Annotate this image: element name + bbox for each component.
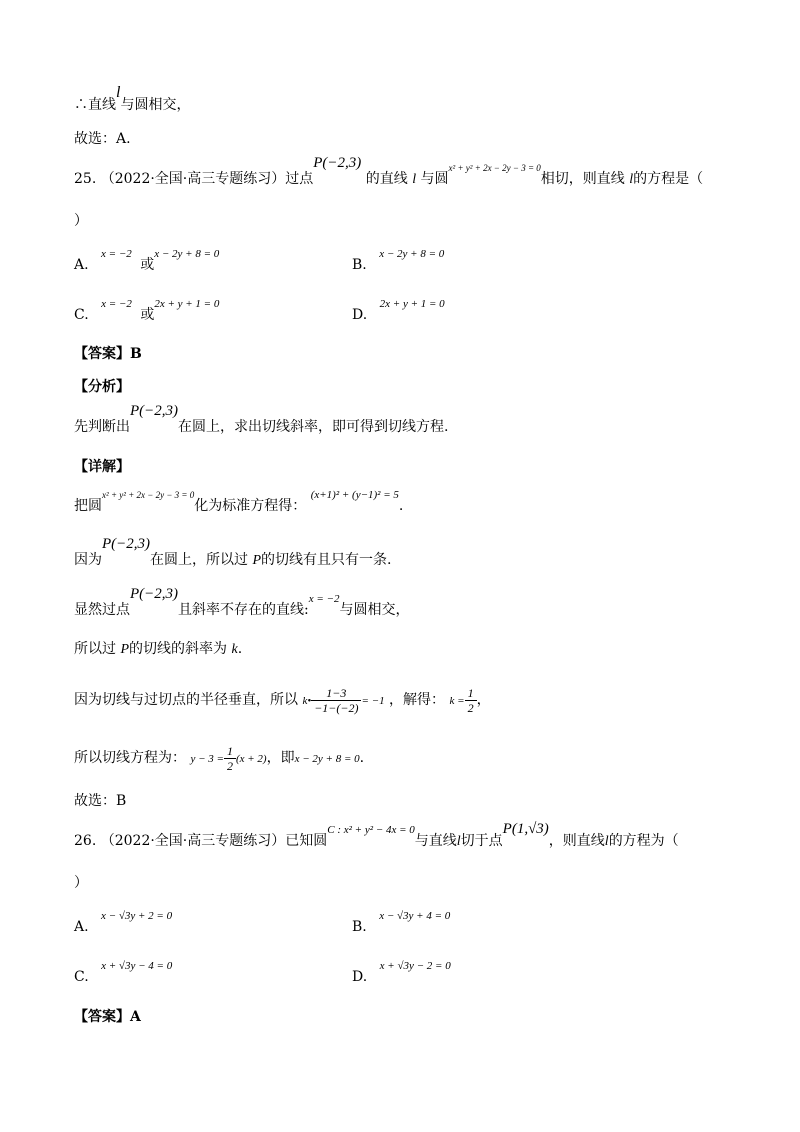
close-paren: ） <box>74 875 88 891</box>
text: 或 <box>140 257 155 273</box>
text: 先判断出 <box>74 419 130 435</box>
option-d <box>352 960 451 987</box>
math-fraction <box>311 686 361 715</box>
text: ，则直线 <box>548 833 605 849</box>
text: 的切线有且只有一条. <box>261 552 392 568</box>
math-eq: (x + 2) <box>235 753 267 765</box>
detail-heading: 【详解】 <box>74 459 130 475</box>
option-b <box>352 910 451 937</box>
text: 或 <box>140 307 155 323</box>
text: 在圆上，所以过 <box>150 552 249 568</box>
option-c <box>74 960 173 987</box>
math-point: P(−2,3) <box>130 403 179 419</box>
option-c <box>74 298 220 325</box>
answer-25: 【答案】B <box>74 346 142 362</box>
math-var: P <box>252 553 262 568</box>
math-point: P(−2,3) <box>313 155 362 171</box>
option-a <box>74 248 220 275</box>
text: 的直线 <box>365 171 408 187</box>
option-b <box>352 248 445 275</box>
math-point: P(−2,3) <box>130 586 179 602</box>
math-eq: x − 2y + 8 = 0 <box>379 248 445 260</box>
math-eq: 2x + y + 1 = 0 <box>154 298 220 310</box>
math-eq: x = −2 <box>308 593 340 605</box>
math-point: P(1,√3) <box>502 821 549 837</box>
text-line <box>74 84 191 114</box>
fraction-numerator: 1 <box>465 686 477 701</box>
option-label: A. <box>74 257 89 273</box>
detail-line-6 <box>74 738 364 779</box>
math-fraction <box>465 686 477 715</box>
text: . <box>359 750 365 766</box>
math-eq: y − 3 = <box>190 753 224 765</box>
text: 且斜率不存在的直线: <box>178 602 309 618</box>
question-26-stem <box>74 821 679 851</box>
text: 的方程为（ <box>608 833 679 849</box>
option-d <box>352 298 445 325</box>
analysis-heading: 【分析】 <box>74 379 130 395</box>
math-var: l <box>604 834 609 849</box>
math-var: l <box>412 172 417 187</box>
math-var: l <box>116 84 121 101</box>
math-var: l <box>456 834 461 849</box>
math-var: P <box>120 642 130 657</box>
fraction-denominator: 2 <box>226 758 233 773</box>
math-circle-eq: x² + y² + 2x − 2y − 3 = 0 <box>448 163 541 173</box>
fraction-denominator: −1−(−2) <box>314 700 359 715</box>
fraction-numerator: 1 <box>224 744 236 759</box>
text: . <box>398 498 404 514</box>
math-circle-eq: x² + y² + 2x − 2y − 3 = 0 <box>102 490 195 500</box>
text: 在圆上，求出切线斜率，即可得到切线方程. <box>178 419 449 435</box>
math-var: l <box>629 172 634 187</box>
math-eq: x − 2y + 8 = 0 <box>154 248 220 260</box>
text: 所以切线方程为： <box>74 750 186 766</box>
math-eq: x − √3y + 2 = 0 <box>101 910 173 922</box>
option-label: C. <box>74 969 89 985</box>
math-eq: x = −2 <box>101 248 132 260</box>
text: 显然过点 <box>74 602 130 618</box>
text: 因为 <box>74 552 102 568</box>
math-eq: 2x + y + 1 = 0 <box>379 298 445 310</box>
math-eq: x + √3y − 2 = 0 <box>379 960 451 972</box>
fraction-denominator: 2 <box>467 700 474 715</box>
answer-select-line: 故选：A. <box>74 131 131 147</box>
detail-line-4 <box>74 640 242 659</box>
detail-line-5 <box>74 680 491 721</box>
text: 的切线的斜率为 <box>129 641 228 657</box>
detail-line-1 <box>74 489 404 516</box>
text: ，即 <box>266 750 295 766</box>
option-a <box>74 910 173 937</box>
text: 所以过 <box>74 641 116 657</box>
text: 与圆相交， <box>339 602 410 618</box>
option-label: D. <box>352 307 368 323</box>
math-var: k <box>231 642 238 657</box>
math-std-eq: (x+1)² + (y−1)² = 5 <box>310 489 399 501</box>
math-point: P(−2,3) <box>102 536 151 552</box>
close-paren: ） <box>74 213 88 229</box>
math-eq: k = <box>449 695 465 707</box>
text: ∴直线 <box>74 97 116 113</box>
text: 切于点 <box>460 833 503 849</box>
text: 把圆 <box>74 498 102 514</box>
text: 相切，则直线 <box>540 171 625 187</box>
detail-line-3 <box>74 586 410 620</box>
math-eq: x − √3y + 4 = 0 <box>379 910 451 922</box>
math-eq: x = −2 <box>101 298 132 310</box>
text: ，解得： <box>389 692 446 708</box>
detail-line-2 <box>74 536 392 570</box>
question-number: 25. <box>74 171 97 187</box>
answer-26: 【答案】A <box>74 1009 141 1025</box>
text: 与圆 <box>420 171 449 187</box>
math-fraction <box>224 744 236 773</box>
option-label: D. <box>352 969 368 985</box>
text: . <box>237 641 243 657</box>
option-label: A. <box>74 919 89 935</box>
math-var: k• <box>302 695 312 707</box>
math-eq: x − 2y + 8 = 0 <box>294 753 360 765</box>
math-eq: = −1 <box>361 695 385 707</box>
question-25-stem <box>74 155 704 189</box>
text: ， <box>476 692 491 708</box>
answer-select-25: 故选：B <box>74 793 127 809</box>
question-source: （2022·全国·高三专题练习）已知圆 <box>100 833 328 849</box>
math-circle-eq: C : x² + y² − 4x = 0 <box>327 824 415 836</box>
option-label: B. <box>352 919 367 935</box>
question-source: （2022·全国·高三专题练习）过点 <box>100 171 314 187</box>
math-eq: x + √3y − 4 = 0 <box>101 960 173 972</box>
text: 与直线 <box>414 833 457 849</box>
text: 化为标准方程得： <box>194 498 307 514</box>
question-number: 26. <box>74 833 97 849</box>
text: 因为切线与过切点的半径垂直，所以 <box>74 692 298 708</box>
text: 的方程是（ <box>633 171 704 187</box>
analysis-text <box>74 403 449 436</box>
fraction-numerator: 1−3 <box>311 686 361 701</box>
option-label: B. <box>352 257 367 273</box>
option-label: C. <box>74 307 89 323</box>
text: 与圆相交， <box>120 97 191 113</box>
